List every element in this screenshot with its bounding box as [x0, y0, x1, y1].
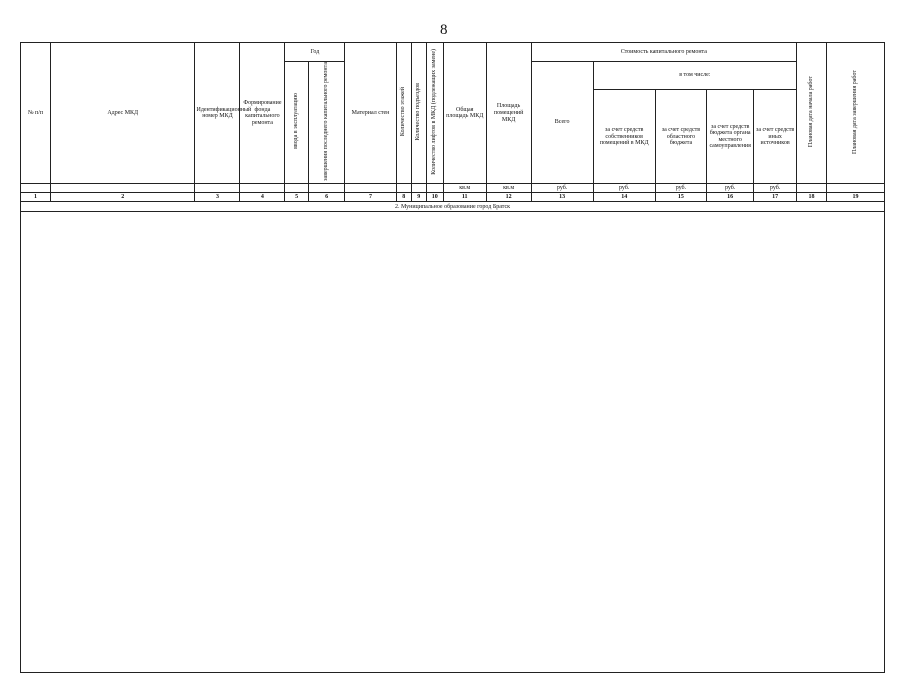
header-wall-material: Материал стен — [345, 43, 396, 184]
header-local: за счет средств бюджета органа местного самоуправления — [707, 90, 754, 184]
column-number: 18 — [797, 193, 827, 202]
column-number: 9 — [411, 193, 426, 202]
repair-schedule-table — [20, 42, 885, 673]
column-number: 2 — [50, 193, 195, 202]
unit-label: руб. — [707, 184, 754, 193]
column-number: 19 — [827, 193, 885, 202]
column-number: 4 — [240, 193, 285, 202]
header-planned-end: Плановая дата завершения работ — [852, 69, 859, 154]
unit-label: руб. — [655, 184, 706, 193]
header-address: Адрес МКД — [50, 43, 195, 184]
column-numbers-row — [21, 193, 885, 202]
header-year-last-repair: завершения последнего капитального ремонта — [323, 62, 330, 181]
column-number: 14 — [593, 193, 655, 202]
column-number: 13 — [531, 193, 593, 202]
header-floors: Количество этажей — [400, 87, 407, 137]
header-cost-group: Стоимость капитального ремонта — [531, 43, 796, 62]
column-number: 8 — [396, 193, 411, 202]
column-number: 15 — [655, 193, 706, 202]
section-title: 2. Муниципальное образование город Братск — [21, 202, 885, 212]
column-number: 3 — [195, 193, 240, 202]
header-planned-start: Плановая дата начала работ — [808, 76, 815, 148]
column-number: 12 — [486, 193, 531, 202]
header-total: Всего — [531, 62, 593, 184]
unit-label: кв.м — [443, 184, 486, 193]
column-number: 17 — [754, 193, 797, 202]
column-number: 10 — [426, 193, 443, 202]
header-entrances: Количество подъездов — [415, 83, 422, 141]
column-number: 5 — [285, 193, 309, 202]
header-living-area: Площадь помещений МКД — [486, 43, 531, 184]
header-fund-method: Формирование фонда капитального ремонта — [240, 43, 285, 184]
header-year-commissioning: ввода в эксплуатацию — [293, 93, 300, 150]
header-incl: в том числе: — [593, 62, 796, 90]
column-number: 7 — [345, 193, 396, 202]
unit-label: руб. — [531, 184, 593, 193]
header-regional: за счет средств областного бюджета — [655, 90, 706, 184]
column-number: 16 — [707, 193, 754, 202]
table-body-blank — [21, 212, 885, 673]
unit-label: руб. — [593, 184, 655, 193]
header-other: за счет средств иных источников — [754, 90, 797, 184]
column-number: 1 — [21, 193, 51, 202]
unit-label: кв.м — [486, 184, 531, 193]
column-number: 6 — [308, 193, 344, 202]
header-id-number: Идентификационный номер МКД — [195, 43, 240, 184]
header-own-funds: за счет средств собственников помещений в МКД — [593, 90, 655, 184]
section-row — [21, 202, 885, 212]
header-total-area: Общая площадь МКД — [443, 43, 486, 184]
page-number: 8 — [440, 22, 448, 38]
header-year-group: Год — [285, 43, 345, 62]
unit-label: руб. — [754, 184, 797, 193]
column-number: 11 — [443, 193, 486, 202]
header-num: № п/п — [21, 43, 51, 184]
header-lifts: Количество лифтов в МКД (подлежащих замене) — [431, 49, 438, 175]
units-row — [21, 184, 885, 193]
